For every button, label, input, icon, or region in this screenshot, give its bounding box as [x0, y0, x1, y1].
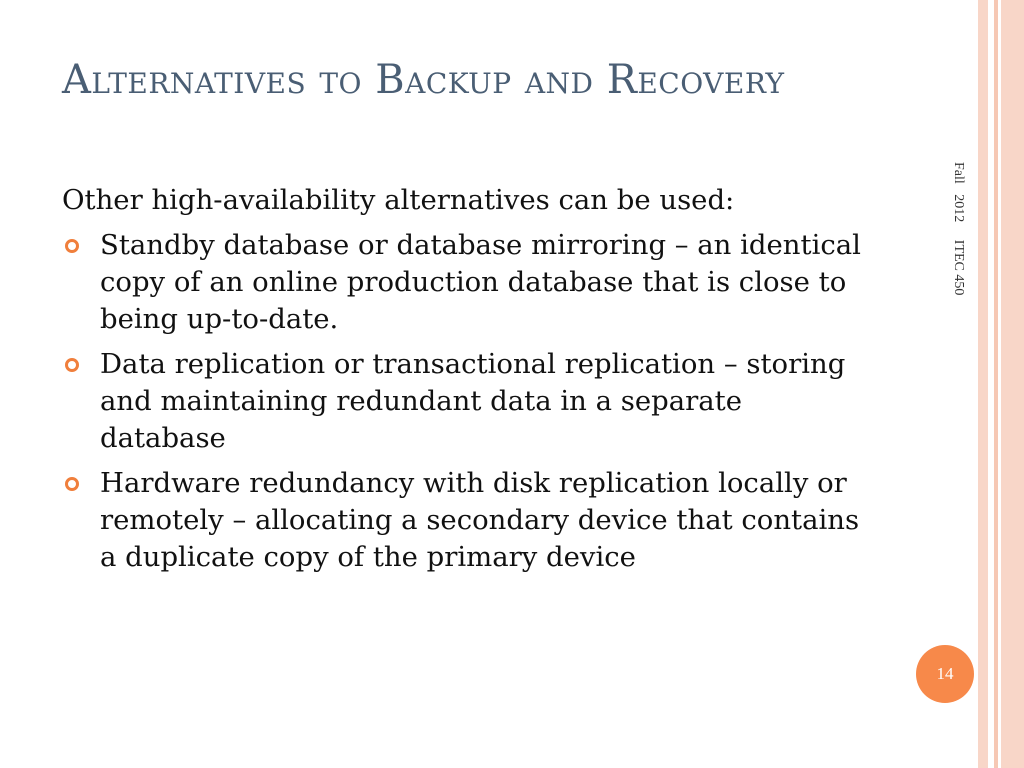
slide-number: 14	[936, 664, 954, 683]
bullet-item	[62, 346, 862, 457]
slide-body	[62, 182, 862, 584]
bullet-circle-icon	[65, 358, 79, 372]
bullet-circle-icon	[65, 239, 79, 253]
bullet-item	[62, 227, 862, 338]
footer-vertical-note: Fall 2012 ITEC 450	[951, 162, 966, 296]
bullet-circle-icon	[65, 477, 79, 491]
intro-text: Other high-availability alternatives can be used:	[62, 184, 735, 216]
border-stripe	[978, 0, 988, 768]
bullet-text: Standby database or database mirroring – an identical copy of an online production database that is close to being up-to-date.	[100, 229, 861, 335]
bullet-item	[62, 465, 862, 576]
bullet-text: Data replication or transactional replication – storing and maintaining redundant data in a separate database	[100, 348, 846, 454]
slide-number-badge	[916, 645, 974, 703]
border-stripe	[1001, 0, 1024, 768]
slide-title: Alternatives to Backup and Recovery	[62, 57, 785, 103]
bullet-text: Hardware redundancy with disk replication locally or remotely – allocating a secondary device that contains a duplicate copy of the primary device	[100, 467, 860, 573]
bullet-list	[62, 227, 862, 576]
